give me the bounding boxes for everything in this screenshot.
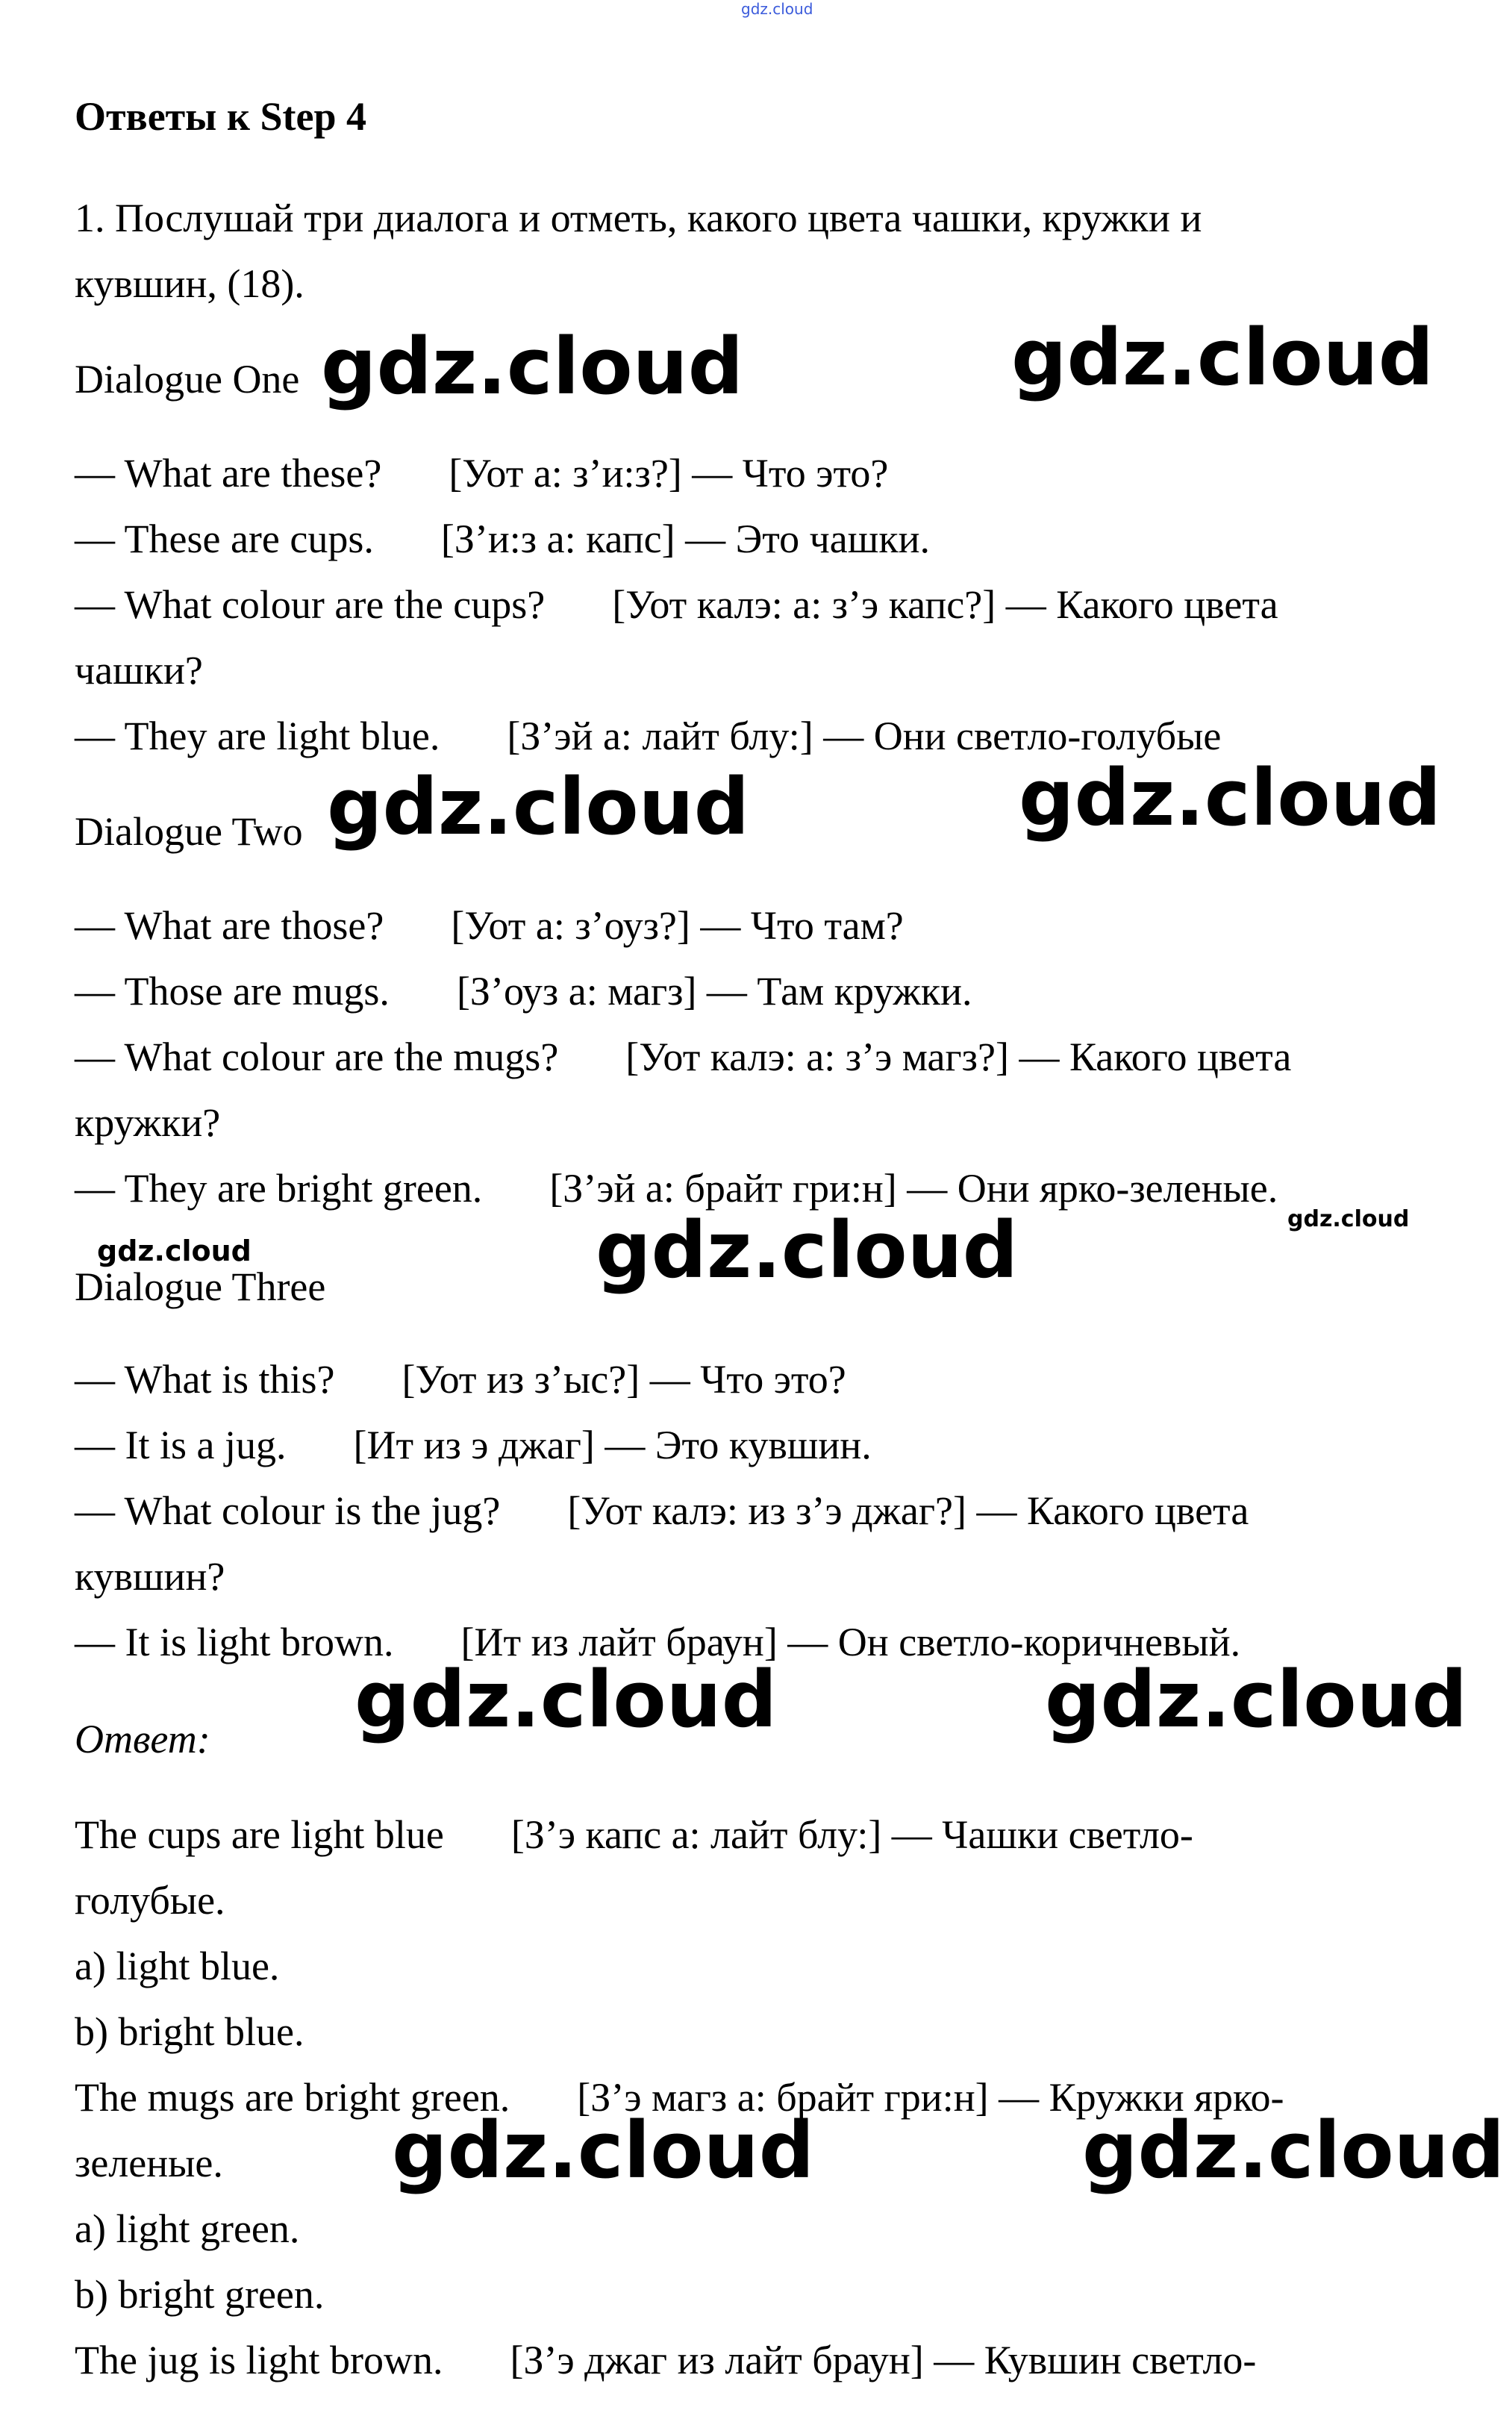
dialogue-two-heading: Dialogue Two <box>75 809 303 854</box>
dialogue-line-continuation: кружки? <box>75 1100 221 1145</box>
dialogue-en: — They are light blue. <box>75 714 440 758</box>
header-watermark: gdz.cloud <box>741 0 813 18</box>
dialogue-tr: [З’и:з а: капс] — Это чашки. <box>440 517 930 561</box>
dialogue-en: — It is light brown. <box>75 1620 394 1664</box>
answer-en: The mugs are bright green. <box>75 2075 510 2120</box>
dialogue-en: — These are cups. <box>75 517 374 561</box>
dialogue-tr: [Уот из з’ыс?] — Что это? <box>402 1357 846 1402</box>
answer-line <box>75 2338 1256 2382</box>
dialogue-tr: [З’эй а: брайт гри:н] — Они ярко-зеленые. <box>549 1166 1278 1211</box>
watermark: gdz.cloud <box>1287 1206 1410 1232</box>
watermark: gdz.cloud <box>1045 1654 1468 1745</box>
dialogue-line <box>75 582 1278 627</box>
watermark: gdz.cloud <box>596 1205 1019 1296</box>
watermark: gdz.cloud <box>354 1654 778 1745</box>
answer-option: b) bright blue. <box>75 2009 304 2054</box>
dialogue-tr: [Уот калэ: из з’э джаг?] — Какого цвета <box>567 1488 1249 1533</box>
watermark: gdz.cloud <box>1011 312 1434 403</box>
dialogue-one-heading: Dialogue One <box>75 357 300 402</box>
dialogue-line-continuation: чашки? <box>75 648 203 693</box>
watermark: gdz.cloud <box>1082 2105 1505 2196</box>
dialogue-line <box>75 1423 872 1467</box>
dialogue-line <box>75 969 972 1014</box>
dialogue-line <box>75 517 930 561</box>
watermark: gdz.cloud <box>1019 752 1442 843</box>
watermark: gdz.cloud <box>327 761 750 852</box>
dialogue-en: — What are these? <box>75 451 382 496</box>
dialogue-en: — They are bright green. <box>75 1166 483 1211</box>
dialogue-tr: [Уот калэ: а: з’э капс?] — Какого цвета <box>612 582 1278 627</box>
answer-option: b) bright green. <box>75 2272 325 2317</box>
answer-tr: [З’э джаг из лайт браун] — Кувшин светло- <box>510 2338 1257 2382</box>
dialogue-tr: [З’оуз а: магз] — Там кружки. <box>456 969 972 1014</box>
dialogue-line <box>75 451 888 496</box>
answer-line-continuation: зеленые. <box>75 2141 223 2185</box>
dialogue-line <box>75 1488 1249 1533</box>
answer-tr: [З’э магз а: брайт гри:н] — Кружки ярко- <box>577 2075 1284 2120</box>
dialogue-en: — What colour are the mugs? <box>75 1034 559 1079</box>
dialogue-line <box>75 903 904 948</box>
answer-en: The jug is light brown. <box>75 2338 443 2382</box>
task-text-line-2: кувшин, (18). <box>75 261 304 306</box>
dialogue-line <box>75 1166 1278 1211</box>
page-title: Ответы к Step 4 <box>75 94 366 139</box>
dialogue-en: — What colour is the jug? <box>75 1488 501 1533</box>
dialogue-tr: [Ит из э джаг] — Это кувшин. <box>353 1423 872 1467</box>
dialogue-tr: [Ит из лайт браун] — Он светло-коричневый. <box>460 1620 1241 1664</box>
answer-option: a) light blue. <box>75 1944 280 1988</box>
answer-line <box>75 1812 1193 1857</box>
dialogue-line <box>75 1357 846 1402</box>
task-text-line-1: 1. Послушай три диалога и отметь, какого цвета чашки, кружки и <box>75 196 1202 240</box>
answer-line-continuation: голубые. <box>75 1878 225 1923</box>
watermark: gdz.cloud <box>97 1235 252 1267</box>
answer-label: Ответ: <box>75 1717 210 1761</box>
dialogue-tr: [Уот калэ: а: з’э магз?] — Какого цвета <box>625 1034 1292 1079</box>
dialogue-en: — What colour are the cups? <box>75 582 546 627</box>
dialogue-en: — What are those? <box>75 903 384 948</box>
dialogue-en: — What is this? <box>75 1357 335 1402</box>
dialogue-line-continuation: кувшин? <box>75 1554 225 1599</box>
dialogue-line <box>75 714 1221 758</box>
dialogue-tr: [Уот а: з’оуз?] — Что там? <box>451 903 904 948</box>
answer-en: The cups are light blue <box>75 1812 444 1857</box>
dialogue-en: — It is a jug. <box>75 1423 287 1467</box>
dialogue-tr: [З’эй а: лайт блу:] — Они светло-голубые <box>507 714 1222 758</box>
answer-tr: [З’э капс а: лайт блу:] — Чашки светло- <box>510 1812 1193 1857</box>
watermark: gdz.cloud <box>392 2105 815 2196</box>
dialogue-line <box>75 1034 1291 1079</box>
watermark: gdz.cloud <box>321 321 744 412</box>
answer-option: a) light green. <box>75 2206 300 2251</box>
dialogue-tr: [Уот а: з’и:з?] — Что это? <box>449 451 889 496</box>
dialogue-en: — Those are mugs. <box>75 969 390 1014</box>
dialogue-three-heading: Dialogue Three <box>75 1264 326 1309</box>
